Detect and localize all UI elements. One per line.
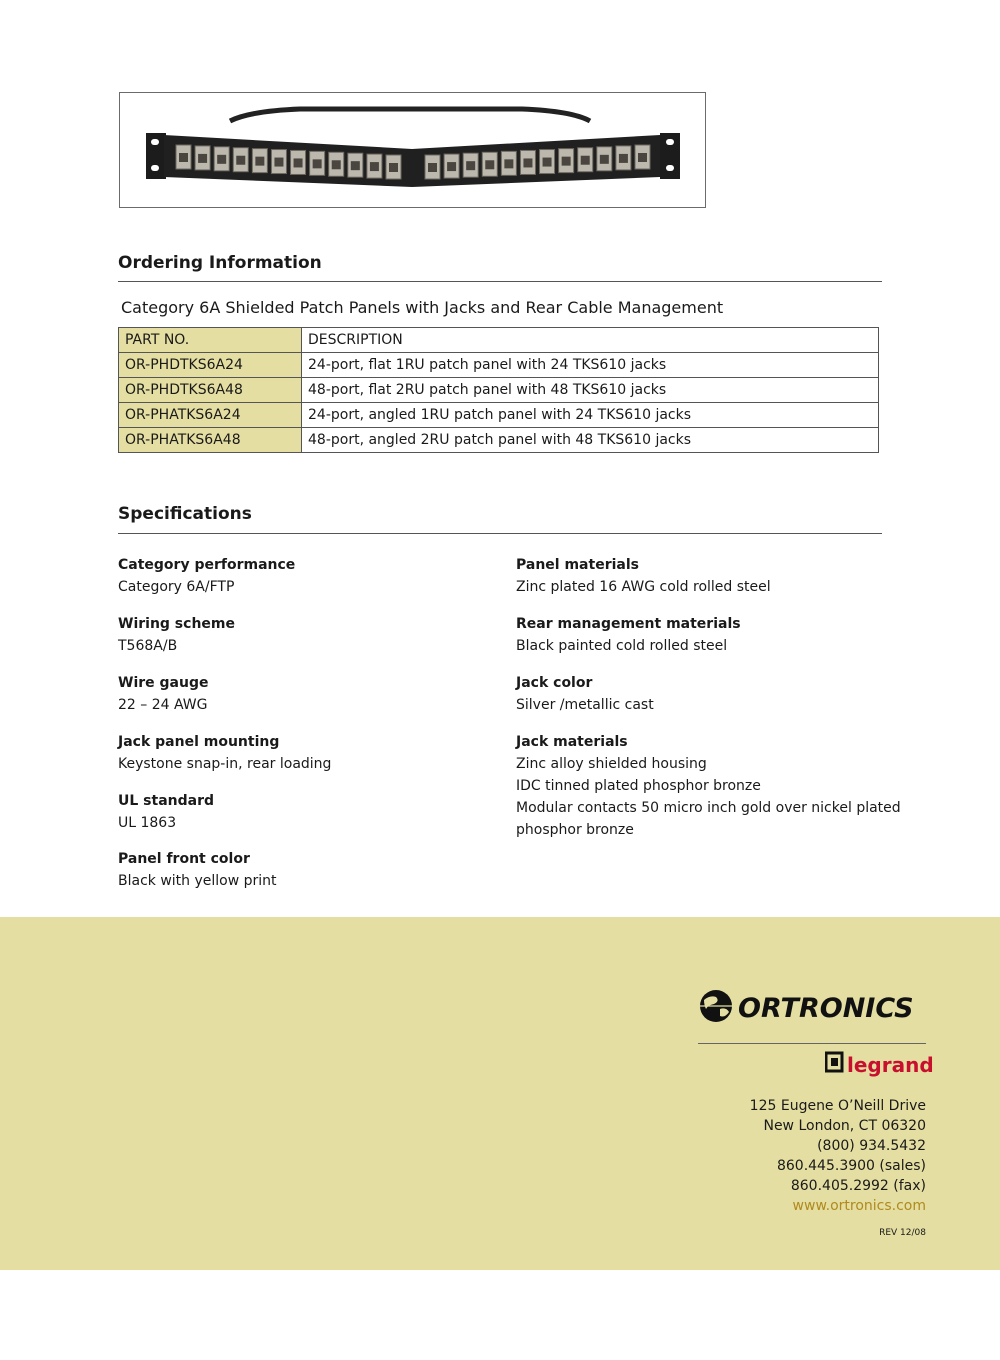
legrand-logo [825,1050,935,1084]
jack-port-opening [274,158,283,167]
phone-line: (800) 934.5432 [817,1138,926,1154]
spec-rear-management-materials [516,613,741,657]
jack-port-opening [600,155,609,164]
product-image [119,92,706,208]
website-link[interactable]: www.ortronics.com [792,1198,926,1214]
jack-port-opening [179,153,188,162]
spec-jack-materials [516,731,901,841]
spec-label: Wiring scheme [118,616,235,632]
jack-port-opening [198,154,207,163]
part-number-cell: OR-PHDTKS6A24 [119,353,302,378]
spec-label: Wire gauge [118,675,209,691]
jack-port-opening [370,162,379,171]
spec-label: Category performance [118,557,296,573]
patch-panel-illustration [120,93,705,207]
spec-value: Black painted cold rolled steel [516,638,728,654]
ortronics-logo [698,987,928,1031]
spec-value-line: phosphor bronze [516,822,634,838]
jack-port-opening [428,163,437,172]
subbrand-wordmark: legrand [847,1053,934,1077]
ordering-table [118,327,879,453]
spec-label: Jack color [516,675,593,691]
jack-port-opening [351,161,360,170]
spec-category-performance [118,554,295,598]
jack-port-opening [619,154,628,163]
spec-label: Panel front color [118,851,250,867]
footer-band [0,917,1000,1270]
spec-panel-materials [516,554,771,598]
jack-port-opening [466,161,475,170]
part-number-cell: OR-PHATKS6A24 [119,403,302,428]
table-row [119,428,879,453]
spec-jack-color [516,672,654,716]
spec-value: 22 – 24 AWG [118,697,208,713]
spec-jack-panel-mounting [118,731,331,775]
header-part-no: PART NO. [119,328,302,353]
description-cell: 24-port, angled 1RU patch panel with 24 TKS610 jacks [302,403,879,428]
jack-port-opening [217,155,226,164]
jack-port-opening [313,159,322,168]
spec-ul-standard [118,790,214,834]
jack-port-opening [294,158,303,167]
table-header-row [119,328,879,353]
ordering-caption: Category 6A Shielded Patch Panels with Jacks and Rear Cable Management [121,298,724,317]
phone-line: 860.445.3900 (sales) [776,1158,926,1174]
jack-port-opening [255,157,264,166]
jack-port-opening [638,153,647,162]
contact-address [750,1096,926,1216]
spec-label: Panel materials [516,557,639,573]
ordering-title: Ordering Information [118,253,322,273]
spec-value: Black with yellow print [118,873,277,889]
spec-label: UL standard [118,793,214,809]
jack-port-opening [562,157,571,166]
spec-value: Category 6A/FTP [118,579,235,595]
spec-value: Keystone snap-in, rear loading [118,756,332,772]
jack-port-opening [447,162,456,171]
table-row [119,378,879,403]
part-number-cell: OR-PHDTKS6A48 [119,378,302,403]
spec-wiring-scheme [118,613,235,657]
spec-value: Silver /metallic cast [516,697,654,713]
fax-line: 860.405.2992 (fax) [790,1178,926,1194]
part-number-cell: OR-PHATKS6A48 [119,428,302,453]
address-line: 125 Eugene O’Neill Drive [749,1098,926,1114]
jack-port-opening [389,163,398,172]
globe-icon [698,987,928,1027]
table-row [119,403,879,428]
brand-wordmark: ORTRONICS [738,993,914,1024]
description-cell: 24-port, flat 1RU patch panel with 24 TKS610 jacks [302,353,879,378]
spec-label: Jack panel mounting [118,734,280,750]
description-cell: 48-port, angled 2RU patch panel with 48 TKS610 jacks [302,428,879,453]
description-cell: 48-port, flat 2RU patch panel with 48 TKS610 jacks [302,378,879,403]
jack-port-opening [236,156,245,165]
revision-label: REV 12/08 [879,1228,926,1238]
spec-label: Rear management materials [516,616,741,632]
jack-port-opening [332,160,341,169]
jack-port-opening [485,160,494,169]
spec-value: UL 1863 [118,815,177,831]
address-line: New London, CT 06320 [763,1118,926,1134]
spec-value-line: IDC tinned plated phosphor bronze [516,778,761,794]
ordering-divider [118,281,882,282]
specifications-divider [118,533,882,534]
logo-divider [698,1043,926,1044]
specifications-title: Specifications [118,504,252,524]
jack-port-opening [581,156,590,165]
jack-port-opening [523,158,532,167]
jack-port-opening [543,158,552,167]
header-description: DESCRIPTION [302,328,879,353]
table-row [119,353,879,378]
spec-value: Zinc plated 16 AWG cold rolled steel [516,579,771,595]
spec-label: Jack materials [516,734,628,750]
spec-value-line: Zinc alloy shielded housing [516,756,707,772]
jack-port-opening [504,159,513,168]
spec-wire-gauge [118,672,208,716]
spec-value: T568A/B [118,638,178,654]
spec-panel-front-color [118,848,277,892]
spec-value-line: Modular contacts 50 micro inch gold over nickel plated [516,800,901,816]
